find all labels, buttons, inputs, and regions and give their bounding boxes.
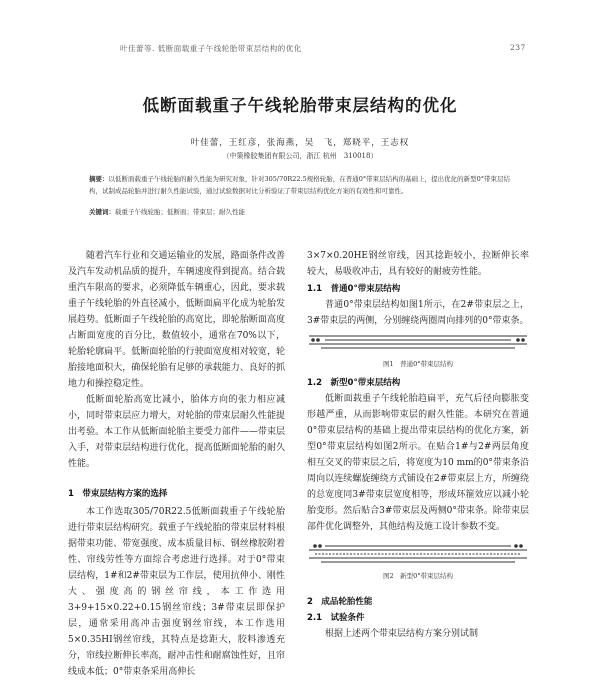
intro-paragraph-1: 随着汽车行业和交通运输业的发展，路面条件改善及汽车发动机品质的提升，车辆速度得到提高。结合载重汽车限高的要求，必须降低车辆重心，因此，要求载重子午线轮胎的外直径减小，低断面扁平化成为轮胎发展趋势。低断面子午线轮胎的高宽比，即轮胎断面高度占断面宽度的百分比，数值较小，通常在70%以下，轮胎轮廓扁平。低断面轮胎的行驶面宽度相对较宽，轮胎接地面积大，确保轮胎有足够的承载能力、良好的抓地力和操控稳定性。 [68, 251, 285, 389]
left-column [68, 248, 285, 680]
affiliation: （中策橡胶集团有限公司，浙江 杭州 310018） [222, 152, 378, 160]
abstract-text: 以低断面载重子午线轮胎的耐久性能为研究对象，针对305/70R22.5规格轮胎，在普通0°带束层结构的基础上，提出优化的新型0°带束层结构，试制成品轮胎并进行耐久性能试验，通过试验数据对比分析验证了带束层结构优化方案的有效性和可靠性。 [89, 175, 511, 195]
section-1-heading: 1 带束层结构方案的选择 [68, 489, 168, 499]
section-2-1-heading: 2.1 试验条件 [307, 613, 365, 623]
figure-2-belt-diagram [307, 541, 529, 567]
right-column [307, 248, 529, 642]
running-header: 叶佳蕾等. 低断面载重子午线轮胎带束层结构的优化 [120, 44, 302, 53]
abstract-label: 摘要： [89, 175, 109, 183]
figure-2-caption: 图2 新型0°带束层结构 [382, 572, 454, 580]
continuation-paragraph: 3×7×0.20HE钢丝帘线，因其捻距较小，拉断伸长率较大，易吸收冲击，具有较好的耐疲劳性能。 [307, 251, 529, 277]
keywords-text: 载重子午线轮胎；低断面；带束层；耐久性能 [115, 208, 245, 216]
abstract [89, 173, 519, 197]
section-1-2-paragraph: 低断面载重子午线轮胎趋扁平，充气后径向膨胀变形越严重，从而影响带束层的耐久性能。本研究在普通0°带束层结构的基础上提出带束层结构的优化方案，新型0°带束层结构如图2所示。在贴合1#与2#两层角度相互交叉的带束层之后，将宽度为10 mm的0°带束条沿周向以连续螺旋缠绕方式铺设在2#带束层上方，所缠绕的总宽度同3#带束层宽度相等，形成环箍效应以减小轮胎变形。然后贴合3#带束层及两侧0°带束条。除带束层部件优化调整外，其他结构及施工设计参数不变。 [307, 394, 529, 532]
section-1-1-heading: 1.1 普通0°带束层结构 [307, 284, 401, 294]
page-number: 237 [510, 43, 526, 52]
section-1-1-paragraph: 普通0°带束层结构如图1所示，在2#带束层之上，3#带束层的两侧，分别缠绕两圈周向排列的0°带束条。 [307, 300, 529, 326]
authors: 叶佳蕾，王红彦，张海燕，吴 飞，郑晓平，王志权 [190, 138, 410, 148]
keywords [89, 207, 519, 216]
section-2-1-paragraph: 根据上述两个带束层结构方案分别试制 [325, 629, 479, 639]
figure-1-caption: 图1 普通0°带束层结构 [382, 360, 454, 368]
figure-1-belt-diagram [307, 331, 529, 355]
intro-paragraph-2: 低断面轮胎高宽比减小，胎体方向的张力相应减小，同时带束层应力增大，对轮胎的带束层耐久性能提出考验。本工作从低断面轮胎主要受力部件——带束层入手，对带束层结构进行优化，提高低断面轮胎的耐久性能。 [68, 395, 285, 469]
keywords-label: 关键词： [89, 208, 115, 216]
section-1-paragraph: 本工作选取305/70R22.5低断面载重子午线轮胎进行带束层结构研究。载重子午线轮胎的带束层材料根据带束功能、带宽强度、成本质量目标、钢丝橡胶附着性、帘线劳性等方面综合考虑进行选择。对于0°带束层结构，1#和2#带束层为工作层，使用抗伸小、刚性大、强度高的钢丝帘线，本工作选用3+9+15×0.22+0.15钢丝帘线；3#带束层即保护层，通常采用高冲击强度钢丝帘线，本工作选用5×0.35HI钢丝帘线，其特点是捻距大，胶料渗透充分，帘线拉断伸长率高，耐冲击性和耐腐蚀性好，且帘线成本低；0°带束条采用高伸长 [68, 507, 285, 677]
section-2-heading: 2 成品轮胎性能 [307, 597, 373, 607]
section-1-2-heading: 1.2 新型0°带束层结构 [307, 378, 401, 388]
paper-title: 低断面载重子午线轮胎带束层结构的优化 [142, 96, 458, 115]
